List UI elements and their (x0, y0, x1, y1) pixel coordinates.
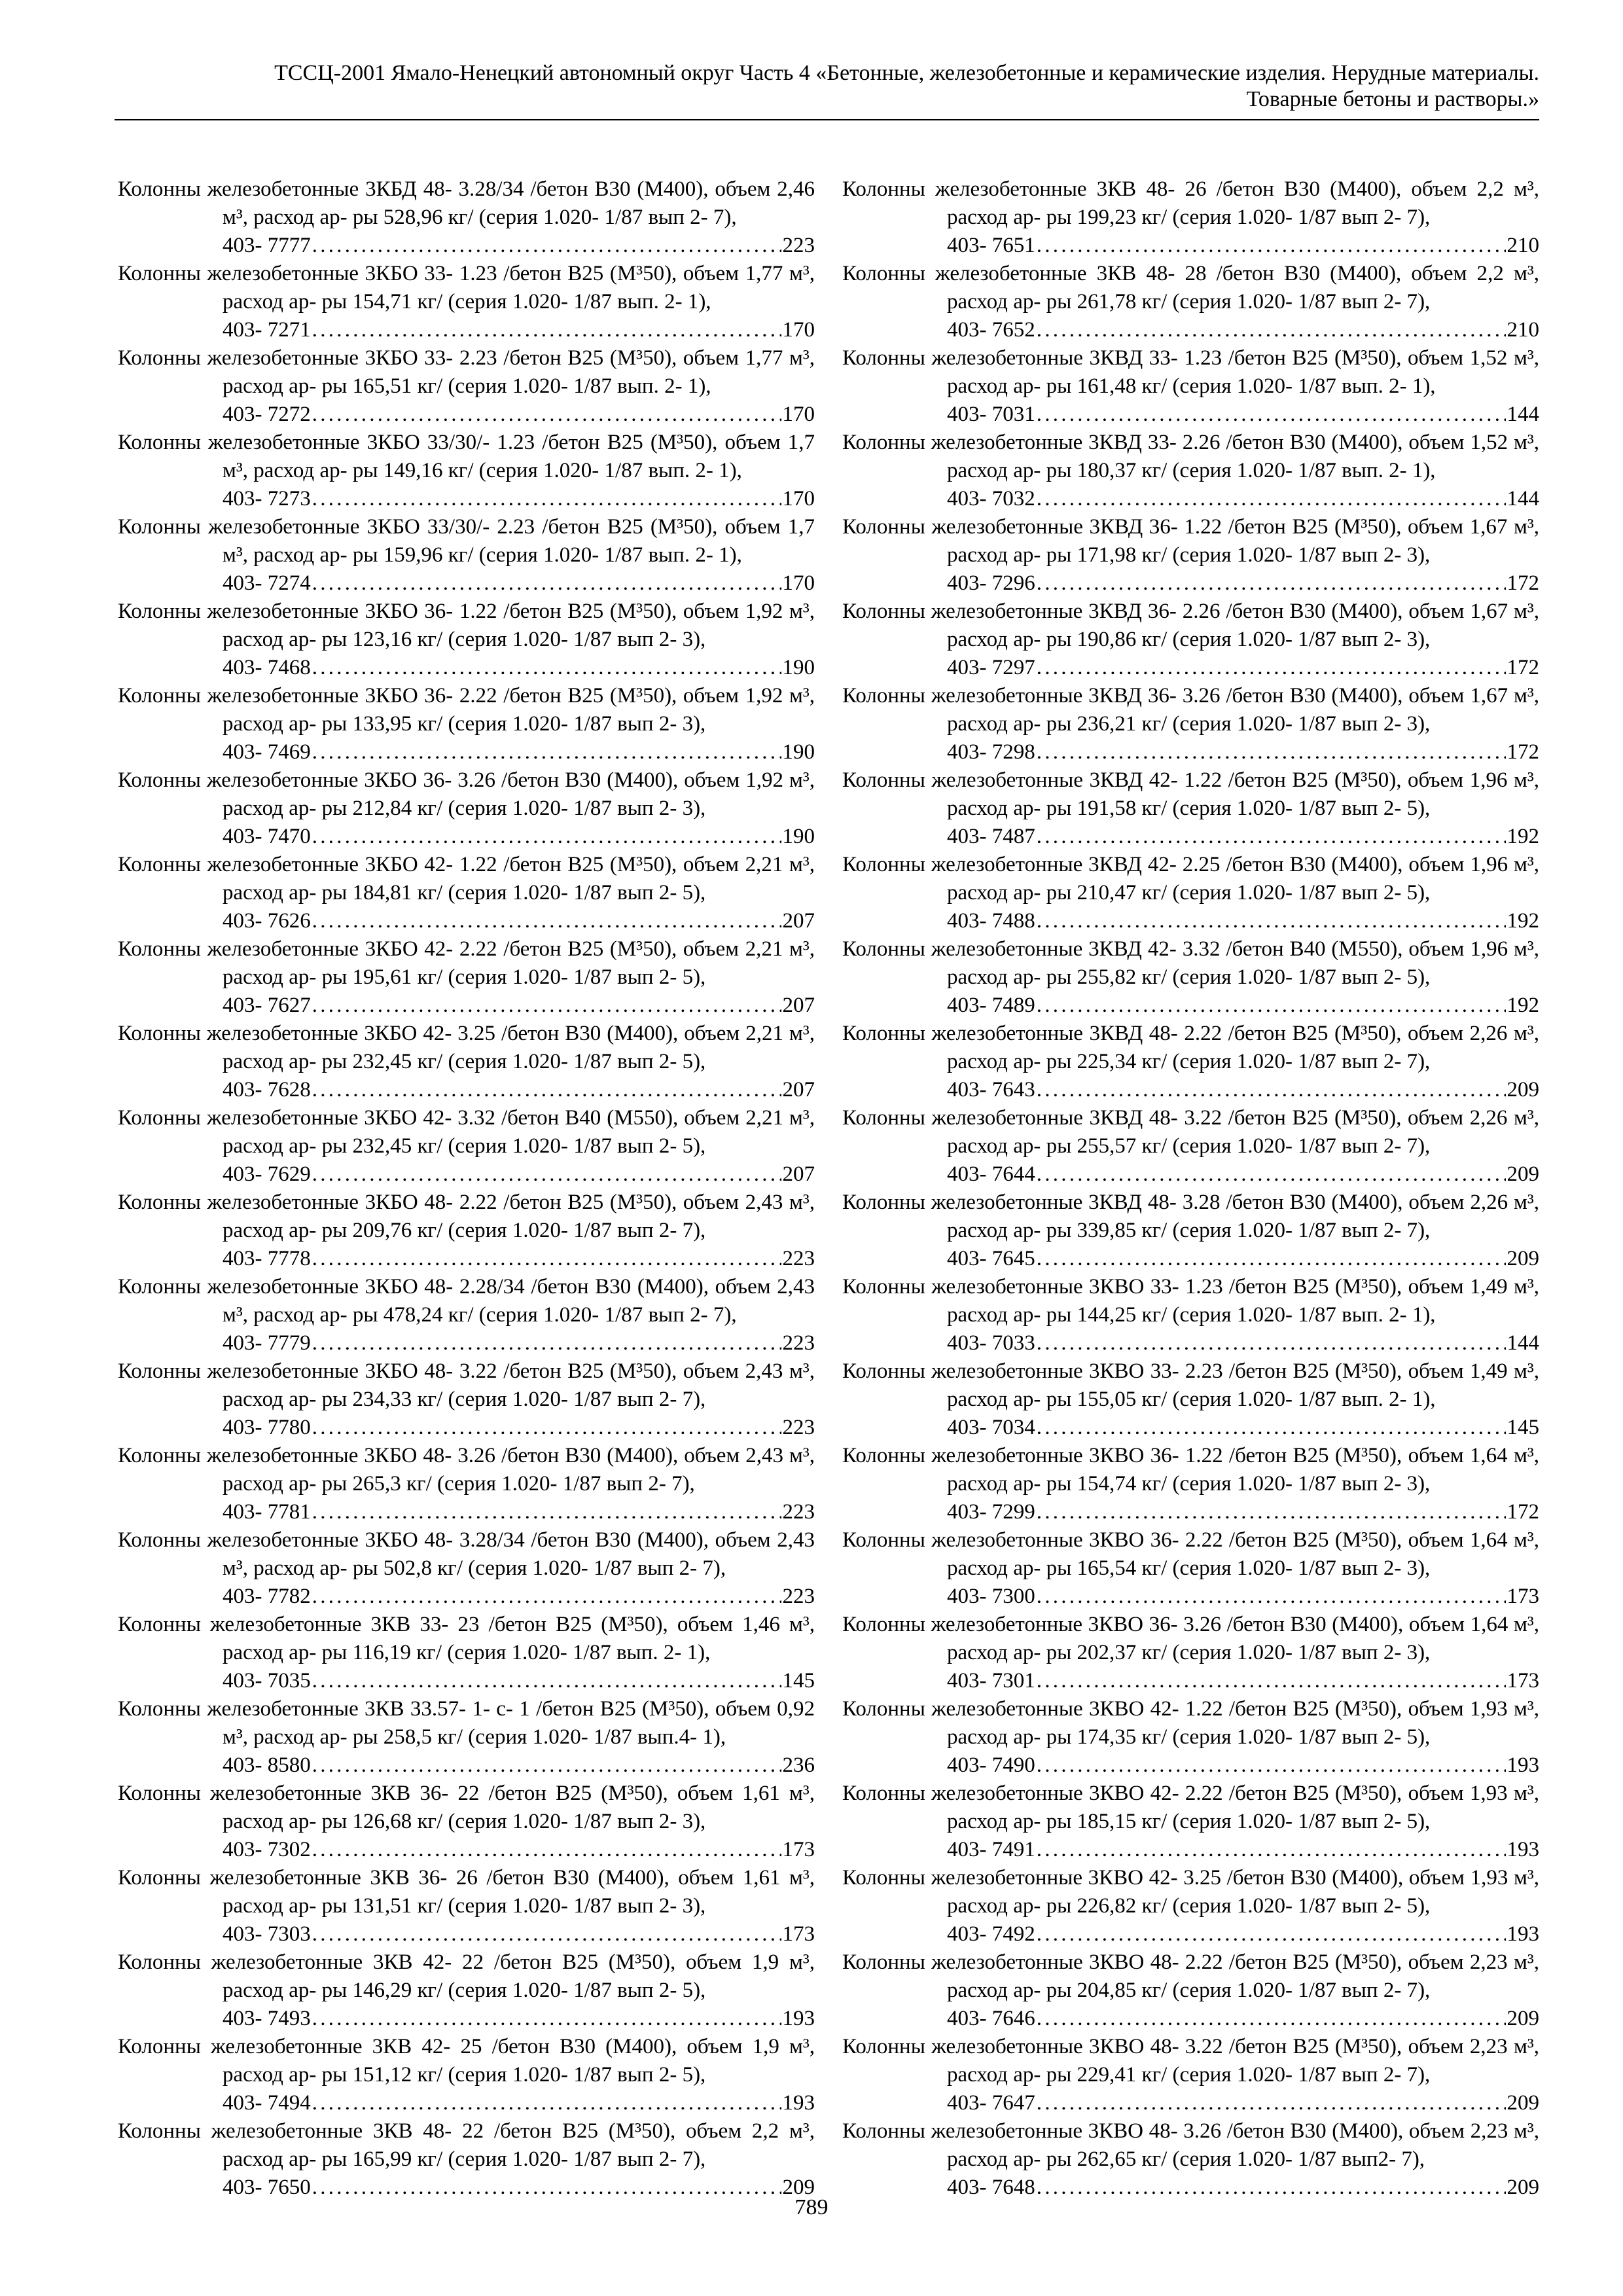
index-entry (118, 766, 815, 851)
dot-leader (312, 1245, 781, 1273)
entry-code: 403- 7643 (947, 1078, 1035, 1102)
entry-description: Колонны железобетонные 3КВО 33- 1.23 /бетон В25 (М³50), объем 1,49 м³, расход ар- ры 144,25 кг/ (серия 1.020- 1/87 вып. 2- 1), (842, 1275, 1539, 1327)
entry-leader-line (842, 738, 1539, 766)
entry-code: 403- 7652 (947, 318, 1035, 342)
entry-code: 403- 7651 (947, 234, 1035, 257)
entry-leader-line (842, 823, 1539, 851)
index-entry (842, 260, 1539, 344)
dot-leader (1037, 1160, 1506, 1189)
dot-leader (312, 1751, 781, 1780)
entry-code: 403- 7777 (223, 234, 311, 257)
entry-code: 403- 7273 (223, 487, 311, 511)
entry-page-number: 193 (1507, 1753, 1539, 1777)
entry-code: 403- 7494 (223, 2091, 311, 2115)
entry-description: Колонны железобетонные 3КВ 36- 22 /бетон В25 (М³50), объем 1,61 м³, расход ар- ры 126,68 кг/ (серия 1.020- 1/87 вып 2- 3), (118, 1782, 815, 1833)
entry-page-number: 223 (782, 1500, 815, 1524)
entry-code: 403- 7782 (223, 1585, 311, 1608)
entry-description: Колонны железобетонные 3КБО 42- 3.25 /бетон В30 (М400), объем 2,21 м³, расход ар- ры 232,45 кг/ (серия 1.020- 1/87 вып 2- 5), (118, 1022, 815, 1073)
entry-description: Колонны железобетонные 3КБО 33/30/- 2.23 /бетон В25 (М³50), объем 1,7 м³, расход ар- ры 159,96 кг/ (серия 1.020- 1/87 вып. 2- 1), (118, 515, 815, 567)
entry-description: Колонны железобетонные 3КВД 48- 2.22 /бетон В25 (М³50), объем 2,26 м³, расход ар- ры 225,34 кг/ (серия 1.020- 1/87 вып 2- 7), (842, 1022, 1539, 1073)
entry-description: Колонны железобетонные 3КБО 36- 2.22 /бетон В25 (М³50), объем 1,92 м³, расход ар- ры 133,95 кг/ (серия 1.020- 1/87 вып 2- 3), (118, 684, 815, 736)
entry-code: 403- 7647 (947, 2091, 1035, 2115)
entry-code: 403- 7648 (947, 2176, 1035, 2199)
entry-leader-line (842, 1583, 1539, 1611)
entry-leader-line (118, 1751, 815, 1780)
entry-code: 403- 7627 (223, 994, 311, 1017)
index-entry (118, 1189, 815, 1273)
index-entry (118, 598, 815, 682)
index-entry (118, 1357, 815, 1442)
index-entry (118, 1864, 815, 1948)
entry-page-number: 223 (782, 234, 815, 257)
entry-page-number: 172 (1507, 740, 1539, 764)
entry-page-number: 192 (1507, 825, 1539, 848)
entry-code: 403- 7489 (947, 994, 1035, 1017)
index-entry (842, 1948, 1539, 2033)
entry-page-number: 223 (782, 1331, 815, 1355)
entry-page-number: 209 (1507, 1162, 1539, 1186)
entry-page-number: 172 (1507, 571, 1539, 595)
entry-code: 403- 7781 (223, 1500, 311, 1524)
dot-leader (1037, 1414, 1506, 1442)
entry-leader-line (118, 1667, 815, 1695)
entry-description: Колонны железобетонные 3КВ 48- 28 /бетон В30 (М400), объем 2,2 м³, расход ар- ры 261,78 кг/ (серия 1.020- 1/87 вып 2- 7), (842, 262, 1539, 314)
entry-code: 403- 7032 (947, 487, 1035, 511)
entry-description: Колонны железобетонные 3КБО 36- 3.26 /бетон В30 (М400), объем 1,92 м³, расход ар- ры 212,84 кг/ (серия 1.020- 1/87 вып 2- 3), (118, 768, 815, 820)
entry-leader-line (842, 1751, 1539, 1780)
index-entry (842, 1780, 1539, 1864)
header-line-2: Товарные бетоны и растворы.» (1246, 87, 1539, 111)
entry-code: 403- 7487 (947, 825, 1035, 848)
dot-leader (1037, 569, 1506, 598)
dot-leader (1037, 401, 1506, 429)
entry-description: Колонны железобетонные 3КБО 42- 2.22 /бетон В25 (М³50), объем 2,21 м³, расход ар- ры 195,61 кг/ (серия 1.020- 1/87 вып 2- 5), (118, 937, 815, 989)
entry-description: Колонны железобетонные 3КВД 36- 1.22 /бетон В25 (М³50), объем 1,67 м³, расход ар- ры 171,98 кг/ (серия 1.020- 1/87 вып 2- 3), (842, 515, 1539, 567)
entry-code: 403- 7646 (947, 2007, 1035, 2030)
dot-leader (1037, 2005, 1506, 2033)
entry-code: 403- 7492 (947, 1922, 1035, 1946)
entry-leader-line (842, 1245, 1539, 1273)
index-entry (118, 2033, 815, 2117)
index-entry (118, 2117, 815, 2202)
index-entry (118, 1611, 815, 1695)
entry-description: Колонны железобетонные 3КВД 42- 1.22 /бетон В25 (М³50), объем 1,96 м³, расход ар- ры 191,58 кг/ (серия 1.020- 1/87 вып 2- 5), (842, 768, 1539, 820)
entry-page-number: 144 (1507, 403, 1539, 426)
entry-page-number: 223 (782, 1247, 815, 1270)
dot-leader (312, 823, 781, 851)
entry-code: 403- 7468 (223, 656, 311, 679)
entry-leader-line (118, 1920, 815, 1948)
dot-leader (1037, 1498, 1506, 1526)
entry-description: Колонны железобетонные 3КВО 48- 3.22 /бетон В25 (М³50), объем 2,23 м³, расход ар- ры 229,41 кг/ (серия 1.020- 1/87 вып 2- 7), (842, 2035, 1539, 2087)
entry-code: 403- 7031 (947, 403, 1035, 426)
entry-leader-line (842, 2005, 1539, 2033)
index-entry (118, 260, 815, 344)
entry-leader-line (118, 316, 815, 344)
index-entry (118, 175, 815, 260)
dot-leader (1037, 992, 1506, 1020)
entry-description: Колонны железобетонные 3КВО 42- 2.22 /бетон В25 (М³50), объем 1,93 м³, расход ар- ры 185,15 кг/ (серия 1.020- 1/87 вып 2- 5), (842, 1782, 1539, 1833)
dot-leader (312, 1583, 781, 1611)
entry-page-number: 209 (1507, 2091, 1539, 2115)
entry-page-number: 193 (782, 2007, 815, 2030)
entry-leader-line (118, 401, 815, 429)
index-entry (118, 1273, 815, 1357)
entry-page-number: 172 (1507, 656, 1539, 679)
entry-description: Колонны железобетонные 3КВО 42- 1.22 /бетон В25 (М³50), объем 1,93 м³, расход ар- ры 174,35 кг/ (серия 1.020- 1/87 вып 2- 5), (842, 1697, 1539, 1749)
dot-leader (312, 654, 781, 682)
dot-leader (1037, 1751, 1506, 1780)
entry-page-number: 173 (1507, 1585, 1539, 1608)
dot-leader (312, 1329, 781, 1357)
entry-description: Колонны железобетонные 3КБО 33/30/- 1.23 /бетон В25 (М³50), объем 1,7 м³, расход ар- ры 149,16 кг/ (серия 1.020- 1/87 вып. 2- 1), (118, 431, 815, 482)
index-entry (842, 344, 1539, 429)
entry-leader-line (118, 1245, 815, 1273)
entry-leader-line (842, 1498, 1539, 1526)
entry-page-number: 193 (782, 2091, 815, 2115)
dot-leader (312, 2089, 781, 2117)
index-entry (842, 1864, 1539, 1948)
index-entry (842, 1442, 1539, 1526)
index-entry (842, 1273, 1539, 1357)
entry-page-number: 209 (782, 2176, 815, 2199)
entry-description: Колонны железобетонные 3КВ 36- 26 /бетон В30 (М400), объем 1,61 м³, расход ар- ры 131,51 кг/ (серия 1.020- 1/87 вып 2- 3), (118, 1866, 815, 1918)
entry-page-number: 170 (782, 487, 815, 511)
entry-description: Колонны железобетонные 3КВД 42- 2.25 /бетон В30 (М400), объем 1,96 м³, расход ар- ры 210,47 кг/ (серия 1.020- 1/87 вып 2- 5), (842, 853, 1539, 905)
entry-page-number: 190 (782, 656, 815, 679)
entry-page-number: 207 (782, 1162, 815, 1186)
index-entry (842, 1357, 1539, 1442)
dot-leader (312, 738, 781, 766)
entry-code: 403- 7469 (223, 740, 311, 764)
entry-description: Колонны железобетонные 3КБО 42- 1.22 /бетон В25 (М³50), объем 2,21 м³, расход ар- ры 184,81 кг/ (серия 1.020- 1/87 вып 2- 5), (118, 853, 815, 905)
entry-page-number: 209 (1507, 1078, 1539, 1102)
entry-description: Колонны железобетонные 3КБО 48- 2.28/34 /бетон В30 (М400), объем 2,43 м³, расход ар- ры 478,24 кг/ (серия 1.020- 1/87 вып 2- 7), (118, 1275, 815, 1327)
dot-leader (312, 992, 781, 1020)
entry-description: Колонны железобетонные 3КВД 42- 3.32 /бетон В40 (М550), объем 1,96 м³, расход ар- ры 255,82 кг/ (серия 1.020- 1/87 вып 2- 5), (842, 937, 1539, 989)
entry-leader-line (842, 992, 1539, 1020)
dot-leader (1037, 1667, 1506, 1695)
entry-leader-line (842, 654, 1539, 682)
index-entry (842, 1189, 1539, 1273)
entry-description: Колонны железобетонные 3КБО 48- 3.22 /бетон В25 (М³50), объем 2,43 м³, расход ар- ры 234,33 кг/ (серия 1.020- 1/87 вып 2- 7), (118, 1359, 815, 1411)
dot-leader (1037, 907, 1506, 935)
index-entry (118, 429, 815, 513)
index-entry (118, 1442, 815, 1526)
right-column (842, 175, 1539, 2202)
index-entry (118, 344, 815, 429)
index-entry (842, 851, 1539, 935)
entry-leader-line (842, 485, 1539, 513)
entry-leader-line (842, 316, 1539, 344)
entry-leader-line (842, 1667, 1539, 1695)
index-entry (842, 1104, 1539, 1189)
entry-description: Колонны железобетонные 3КВО 33- 2.23 /бетон В25 (М³50), объем 1,49 м³, расход ар- ры 155,05 кг/ (серия 1.020- 1/87 вып. 2- 1), (842, 1359, 1539, 1411)
entry-page-number: 170 (782, 571, 815, 595)
index-entry (842, 598, 1539, 682)
entry-page-number: 207 (782, 909, 815, 933)
entry-code: 403- 7299 (947, 1500, 1035, 1524)
dot-leader (1037, 232, 1506, 260)
entry-code: 403- 7274 (223, 571, 311, 595)
entry-code: 403- 7303 (223, 1922, 311, 1946)
entry-leader-line (118, 1160, 815, 1189)
index-entry (118, 935, 815, 1020)
entry-leader-line (842, 1920, 1539, 1948)
entry-description: Колонны железобетонные 3КВО 36- 2.22 /бетон В25 (М³50), объем 1,64 м³, расход ар- ры 165,54 кг/ (серия 1.020- 1/87 вып 2- 3), (842, 1528, 1539, 1580)
entry-code: 403- 7470 (223, 825, 311, 848)
entry-leader-line (118, 1583, 815, 1611)
dot-leader (1037, 654, 1506, 682)
entry-code: 403- 7033 (947, 1331, 1035, 1355)
entry-leader-line (118, 1076, 815, 1104)
index-entry (842, 1695, 1539, 1780)
entry-leader-line (118, 2005, 815, 2033)
entry-description: Колонны железобетонные 3КВД 36- 3.26 /бетон В30 (М400), объем 1,67 м³, расход ар- ры 236,21 кг/ (серия 1.020- 1/87 вып 2- 3), (842, 684, 1539, 736)
entry-description: Колонны железобетонные 3КВО 36- 1.22 /бетон В25 (М³50), объем 1,64 м³, расход ар- ры 154,74 кг/ (серия 1.020- 1/87 вып 2- 3), (842, 1444, 1539, 1496)
entry-leader-line (118, 485, 815, 513)
dot-leader (1037, 1583, 1506, 1611)
index-entry (842, 682, 1539, 766)
entry-description: Колонны железобетонные 3КВ 33- 23 /бетон В25 (М³50), объем 1,46 м³, расход ар- ры 116,19 кг/ (серия 1.020- 1/87 вып. 2- 1), (118, 1613, 815, 1664)
entry-page-number: 210 (1507, 234, 1539, 257)
dot-leader (312, 2005, 781, 2033)
dot-leader (312, 401, 781, 429)
entry-code: 403- 7272 (223, 403, 311, 426)
index-entry (842, 935, 1539, 1020)
entry-page-number: 170 (782, 318, 815, 342)
entry-code: 403- 7645 (947, 1247, 1035, 1270)
entry-page-number: 145 (1507, 1416, 1539, 1439)
entry-code: 403- 7035 (223, 1669, 311, 1693)
entry-page-number: 207 (782, 1078, 815, 1102)
dot-leader (1037, 1076, 1506, 1104)
entry-description: Колонны железобетонные 3КВД 36- 2.26 /бетон В30 (М400), объем 1,67 м³, расход ар- ры 190,86 кг/ (серия 1.020- 1/87 вып 2- 3), (842, 600, 1539, 651)
entry-page-number: 192 (1507, 909, 1539, 933)
entry-description: Колонны железобетонные 3КБО 48- 3.26 /бетон В30 (М400), объем 2,43 м³, расход ар- ры 265,3 кг/ (серия 1.020- 1/87 вып 2- 7), (118, 1444, 815, 1496)
dot-leader (1037, 738, 1506, 766)
entry-page-number: 172 (1507, 1500, 1539, 1524)
entry-code: 403- 7297 (947, 656, 1035, 679)
entry-page-number: 192 (1507, 994, 1539, 1017)
entry-leader-line (118, 1329, 815, 1357)
entry-code: 403- 7644 (947, 1162, 1035, 1186)
entry-description: Колонны железобетонные 3КБО 48- 2.22 /бетон В25 (М³50), объем 2,43 м³, расход ар- ры 209,76 кг/ (серия 1.020- 1/87 вып 2- 7), (118, 1191, 815, 1242)
dot-leader (312, 485, 781, 513)
entry-leader-line (842, 1329, 1539, 1357)
dot-leader (1037, 1836, 1506, 1864)
entry-code: 403- 7493 (223, 2007, 311, 2030)
entry-code: 403- 7034 (947, 1416, 1035, 1439)
dot-leader (312, 232, 781, 260)
entry-description: Колонны железобетонные 3КБО 48- 3.28/34 /бетон В30 (М400), объем 2,43 м³, расход ар- ры 502,8 кг/ (серия 1.020- 1/87 вып 2- 7), (118, 1528, 815, 1580)
entry-page-number: 223 (782, 1416, 815, 1439)
running-header (115, 60, 1539, 120)
entry-leader-line (118, 1836, 815, 1864)
dot-leader (312, 316, 781, 344)
dot-leader (312, 1414, 781, 1442)
entry-leader-line (842, 1414, 1539, 1442)
entry-code: 403- 7780 (223, 1416, 311, 1439)
entry-page-number: 209 (1507, 1247, 1539, 1270)
entry-description: Колонны железобетонные 3КВ 48- 22 /бетон В25 (М³50), объем 2,2 м³, расход ар- ры 165,99 кг/ (серия 1.020- 1/87 вып 2- 7), (118, 2119, 815, 2171)
index-entry (842, 2033, 1539, 2117)
entry-description: Колонны железобетонные 3КВД 48- 3.22 /бетон В25 (М³50), объем 2,26 м³, расход ар- ры 255,57 кг/ (серия 1.020- 1/87 вып 2- 7), (842, 1106, 1539, 1158)
entry-code: 403- 7778 (223, 1247, 311, 1270)
entry-code: 403- 7628 (223, 1078, 311, 1102)
entry-leader-line (118, 1498, 815, 1526)
index-entry (118, 851, 815, 935)
index-entry (118, 1526, 815, 1611)
entry-leader-line (118, 992, 815, 1020)
dot-leader (312, 569, 781, 598)
entry-code: 403- 7488 (947, 909, 1035, 933)
entry-leader-line (118, 569, 815, 598)
entry-page-number: 144 (1507, 487, 1539, 511)
entry-leader-line (842, 232, 1539, 260)
entry-code: 403- 7650 (223, 2176, 311, 2199)
dot-leader (1037, 1329, 1506, 1357)
entry-leader-line (118, 232, 815, 260)
entry-page-number: 173 (1507, 1669, 1539, 1693)
index-entry (118, 1948, 815, 2033)
entry-code: 403- 7301 (947, 1669, 1035, 1693)
dot-leader (1037, 485, 1506, 513)
dot-leader (312, 1498, 781, 1526)
entry-description: Колонны железобетонные 3КВ 33.57- 1- с- 1 /бетон В25 (М³50), объем 0,92 м³, расход ар- ры 258,5 кг/ (серия 1.020- 1/87 вып.4- 1), (118, 1697, 815, 1749)
entry-description: Колонны железобетонные 3КБО 33- 2.23 /бетон В25 (М³50), объем 1,77 м³, расход ар- ры 165,51 кг/ (серия 1.020- 1/87 вып. 2- 1), (118, 346, 815, 398)
dot-leader (1037, 1245, 1506, 1273)
index-entry (118, 1780, 815, 1864)
entry-leader-line (118, 1414, 815, 1442)
index-entry (842, 175, 1539, 260)
entry-page-number: 144 (1507, 1331, 1539, 1355)
dot-leader (312, 1076, 781, 1104)
entry-code: 403- 7302 (223, 1838, 311, 1861)
dot-leader (1037, 823, 1506, 851)
entry-leader-line (842, 1160, 1539, 1189)
entry-page-number: 193 (1507, 1922, 1539, 1946)
dot-leader (312, 1667, 781, 1695)
entry-code: 403- 8580 (223, 1753, 311, 1777)
entry-description: Колонны железобетонные 3КБО 33- 1.23 /бетон В25 (М³50), объем 1,77 м³, расход ар- ры 154,71 кг/ (серия 1.020- 1/87 вып. 2- 1), (118, 262, 815, 314)
entry-leader-line (842, 569, 1539, 598)
entry-page-number: 210 (1507, 318, 1539, 342)
index-entry (842, 2117, 1539, 2202)
entry-code: 403- 7779 (223, 1331, 311, 1355)
entry-description: Колонны железобетонные 3КВД 48- 3.28 /бетон В30 (М400), объем 2,26 м³, расход ар- ры 339,85 кг/ (серия 1.020- 1/87 вып 2- 7), (842, 1191, 1539, 1242)
entry-page-number: 209 (1507, 2176, 1539, 2199)
entry-description: Колонны железобетонные 3КВО 48- 3.26 /бетон В30 (М400), объем 2,23 м³, расход ар- ры 262,65 кг/ (серия 1.020- 1/87 вып2- 7), (842, 2119, 1539, 2171)
entry-description: Колонны железобетонные 3КВО 36- 3.26 /бетон В30 (М400), объем 1,64 м³, расход ар- ры 202,37 кг/ (серия 1.020- 1/87 вып 2- 3), (842, 1613, 1539, 1664)
entry-description: Колонны железобетонные 3КВ 48- 26 /бетон В30 (М400), объем 2,2 м³, расход ар- ры 199,23 кг/ (серия 1.020- 1/87 вып 2- 7), (842, 177, 1539, 229)
dot-leader (312, 907, 781, 935)
entry-leader-line (118, 654, 815, 682)
dot-leader (1037, 1920, 1506, 1948)
entry-leader-line (118, 823, 815, 851)
entry-page-number: 209 (1507, 2007, 1539, 2030)
entry-page-number: 190 (782, 825, 815, 848)
entry-leader-line (842, 2089, 1539, 2117)
entry-description: Колонны железобетонные 3КБО 36- 1.22 /бетон В25 (М³50), объем 1,92 м³, расход ар- ры 123,16 кг/ (серия 1.020- 1/87 вып 2- 3), (118, 600, 815, 651)
index-entry (842, 1611, 1539, 1695)
entry-leader-line (118, 2089, 815, 2117)
entry-page-number: 223 (782, 1585, 815, 1608)
header-line-1: ТССЦ-2001 Ямало-Ненецкий автономный округ Часть 4 «Бетонные, железобетонные и керамические изделия. Нерудные материалы. (274, 61, 1539, 85)
dot-leader (1037, 316, 1506, 344)
dot-leader (312, 1836, 781, 1864)
entry-page-number: 170 (782, 403, 815, 426)
index-entry (118, 1695, 815, 1780)
entry-description: Колонны железобетонные 3КВО 48- 2.22 /бетон В25 (М³50), объем 2,23 м³, расход ар- ры 204,85 кг/ (серия 1.020- 1/87 вып 2- 7), (842, 1950, 1539, 2002)
index-entry (842, 766, 1539, 851)
entry-page-number: 236 (782, 1753, 815, 1777)
entry-page-number: 193 (1507, 1838, 1539, 1861)
entry-description: Колонны железобетонные 3КВ 42- 22 /бетон В25 (М³50), объем 1,9 м³, расход ар- ры 146,29 кг/ (серия 1.020- 1/87 вып 2- 5), (118, 1950, 815, 2002)
left-column (118, 175, 815, 2202)
index-entry (118, 1020, 815, 1104)
entry-code: 403- 7300 (947, 1585, 1035, 1608)
entry-description: Колонны железобетонные 3КВ 42- 25 /бетон В30 (М400), объем 1,9 м³, расход ар- ры 151,12 кг/ (серия 1.020- 1/87 вып 2- 5), (118, 2035, 815, 2087)
entry-description: Колонны железобетонные 3КБД 48- 3.28/34 /бетон В30 (М400), объем 2,46 м³, расход ар- ры 528,96 кг/ (серия 1.020- 1/87 вып 2- 7), (118, 177, 815, 229)
entry-leader-line (118, 907, 815, 935)
index-entry (842, 429, 1539, 513)
index-entry (842, 1020, 1539, 1104)
entry-page-number: 190 (782, 740, 815, 764)
entry-leader-line (842, 907, 1539, 935)
entry-description: Колонны железобетонные 3КВО 42- 3.25 /бетон В30 (М400), объем 1,93 м³, расход ар- ры 226,82 кг/ (серия 1.020- 1/87 вып 2- 5), (842, 1866, 1539, 1918)
index-entry (842, 513, 1539, 598)
index-entry (118, 513, 815, 598)
entry-page-number: 145 (782, 1669, 815, 1693)
entry-code: 403- 7296 (947, 571, 1035, 595)
entry-page-number: 173 (782, 1838, 815, 1861)
index-entry (118, 682, 815, 766)
entry-code: 403- 7271 (223, 318, 311, 342)
page-number: 789 (794, 2195, 829, 2219)
dot-leader (312, 1160, 781, 1189)
entry-description: Колонны железобетонные 3КВД 33- 1.23 /бетон В25 (М³50), объем 1,52 м³, расход ар- ры 161,48 кг/ (серия 1.020- 1/87 вып. 2- 1), (842, 346, 1539, 398)
entry-code: 403- 7629 (223, 1162, 311, 1186)
entry-description: Колонны железобетонные 3КВД 33- 2.26 /бетон В30 (М400), объем 1,52 м³, расход ар- ры 180,37 кг/ (серия 1.020- 1/87 вып. 2- 1), (842, 431, 1539, 482)
entry-leader-line (842, 1076, 1539, 1104)
entry-code: 403- 7626 (223, 909, 311, 933)
entry-description: Колонны железобетонные 3КБО 42- 3.32 /бетон В40 (М550), объем 2,21 м³, расход ар- ры 232,45 кг/ (серия 1.020- 1/87 вып 2- 5), (118, 1106, 815, 1158)
entry-code: 403- 7491 (947, 1838, 1035, 1861)
entry-code: 403- 7490 (947, 1753, 1035, 1777)
entry-leader-line (118, 738, 815, 766)
entry-leader-line (842, 401, 1539, 429)
entry-leader-line (842, 1836, 1539, 1864)
index-entry (118, 1104, 815, 1189)
index-entry (842, 1526, 1539, 1611)
dot-leader (312, 1920, 781, 1948)
entry-page-number: 173 (782, 1922, 815, 1946)
entry-code: 403- 7298 (947, 740, 1035, 764)
entry-page-number: 207 (782, 994, 815, 1017)
dot-leader (1037, 2089, 1506, 2117)
